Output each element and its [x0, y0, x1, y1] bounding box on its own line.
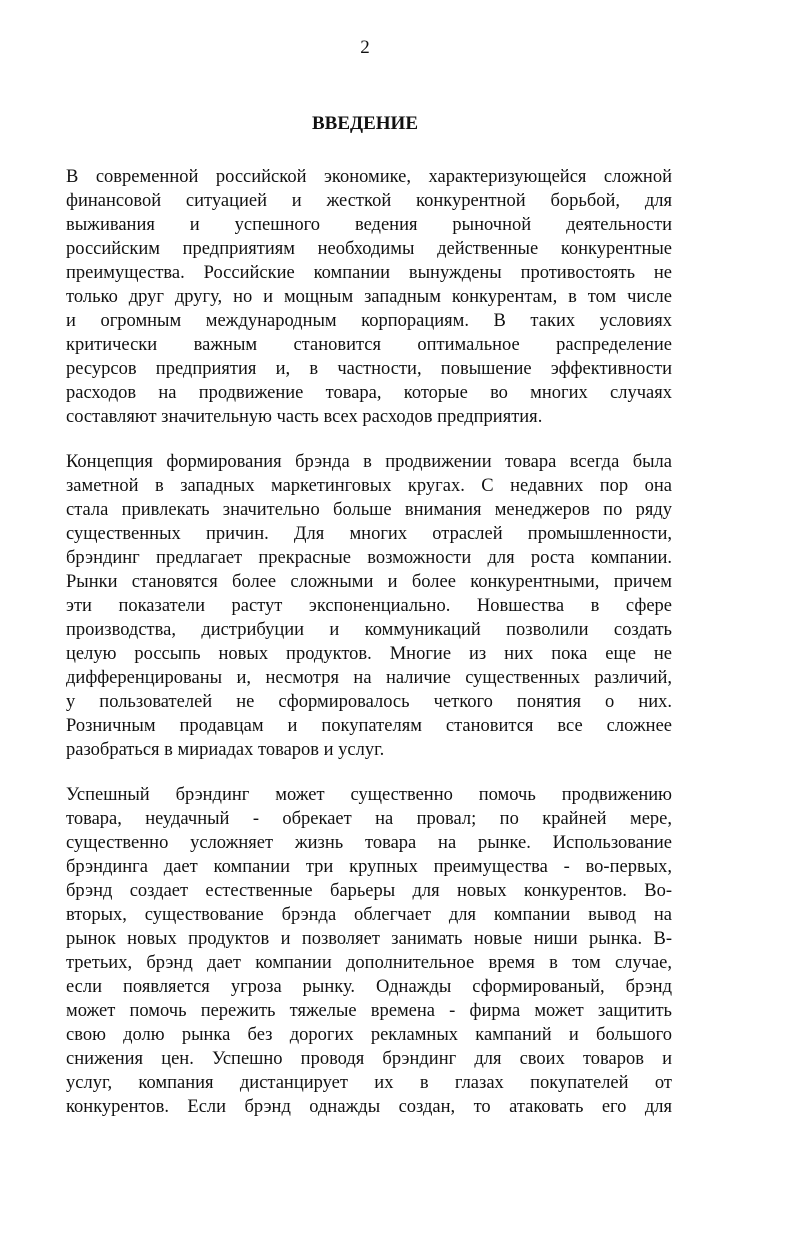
text-line: брэндинга дает компании три крупных преимущества - во-первых,	[66, 857, 672, 877]
text-line: В современной российской экономике, характеризующейся сложной	[66, 167, 672, 187]
text-line: расходов на продвижение товара, которые во многих случаях	[66, 383, 672, 403]
text-line: Розничным продавцам и покупателям становится все сложнее	[66, 716, 672, 736]
paragraph-intro	[66, 165, 672, 429]
text-line: выживания и успешного ведения рыночной деятельности	[66, 215, 672, 235]
text-line: конкурентов. Если брэнд однажды создан, то атаковать его для	[66, 1097, 672, 1117]
section-heading: ВВЕДЕНИЕ	[312, 113, 418, 134]
page-number: 2	[360, 37, 370, 58]
text-line: существенно усложняет жизнь товара на рынке. Использование	[66, 833, 672, 853]
text-line: Рынки становятся более сложными и более конкурентными, причем	[66, 572, 672, 592]
text-line: финансовой ситуацией и жесткой конкурентной борьбой, для	[66, 191, 672, 211]
text-line: российским предприятиям необходимы действенные конкурентные	[66, 239, 672, 259]
text-line: снижения цен. Успешно проводя брэндинг для своих товаров и	[66, 1049, 672, 1069]
text-line: преимущества. Российские компании вынуждены противостоять не	[66, 263, 672, 283]
paragraph-branding-benefits	[66, 783, 672, 1119]
text-line: ресурсов предприятия и, в частности, повышение эффективности	[66, 359, 672, 379]
text-line: рынок новых продуктов и позволяет занимать новые ниши рынка. В-	[66, 929, 672, 949]
text-line: производства, дистрибуции и коммуникаций позволили создать	[66, 620, 672, 640]
text-line: может помочь пережить тяжелые времена - фирма может защитить	[66, 1001, 672, 1021]
text-line: целую россыпь новых продуктов. Многие из них пока еще не	[66, 644, 672, 664]
text-line: брэнд создает естественные барьеры для новых конкурентов. Во-	[66, 881, 672, 901]
paragraph-brand-concept	[66, 450, 672, 762]
text-line: товара, неудачный - обрекает на провал; по крайней мере,	[66, 809, 672, 829]
text-line: критически важным становится оптимальное распределение	[66, 335, 672, 355]
text-line: вторых, существование брэнда облегчает для компании вывод на	[66, 905, 672, 925]
text-line: Концепция формирования брэнда в продвижении товара всегда была	[66, 452, 672, 472]
text-line: заметной в западных маркетинговых кругах. С недавних пор она	[66, 476, 672, 496]
text-line: разобраться в мириадах товаров и услуг.	[66, 740, 385, 760]
text-line: только друг другу, но и мощным западным конкурентам, в том числе	[66, 287, 672, 307]
text-line: стала привлекать значительно больше внимания менеджеров по ряду	[66, 500, 672, 520]
text-line: существенных причин. Для многих отраслей промышленности,	[66, 524, 672, 544]
text-line: составляют значительную часть всех расходов предприятия.	[66, 407, 543, 427]
text-line: и огромным международным корпорациям. В таких условиях	[66, 311, 672, 331]
text-line: Успешный брэндинг может существенно помочь продвижению	[66, 785, 672, 805]
text-line: свою долю рынка без дорогих рекламных кампаний и большого	[66, 1025, 672, 1045]
text-line: если появляется угроза рынку. Однажды сформированый, брэнд	[66, 977, 672, 997]
text-line: дифференцированы и, несмотря на наличие существенных различий,	[66, 668, 672, 688]
text-line: у пользователей не сформировалось четкого понятия о них.	[66, 692, 672, 712]
text-line: брэндинг предлагает прекрасные возможности для роста компании.	[66, 548, 672, 568]
text-line: эти показатели растут экспоненциально. Новшества в сфере	[66, 596, 672, 616]
text-line: услуг, компания дистанцирует их в глазах покупателей от	[66, 1073, 672, 1093]
text-line: третьих, брэнд дает компании дополнительное время в том случае,	[66, 953, 672, 973]
